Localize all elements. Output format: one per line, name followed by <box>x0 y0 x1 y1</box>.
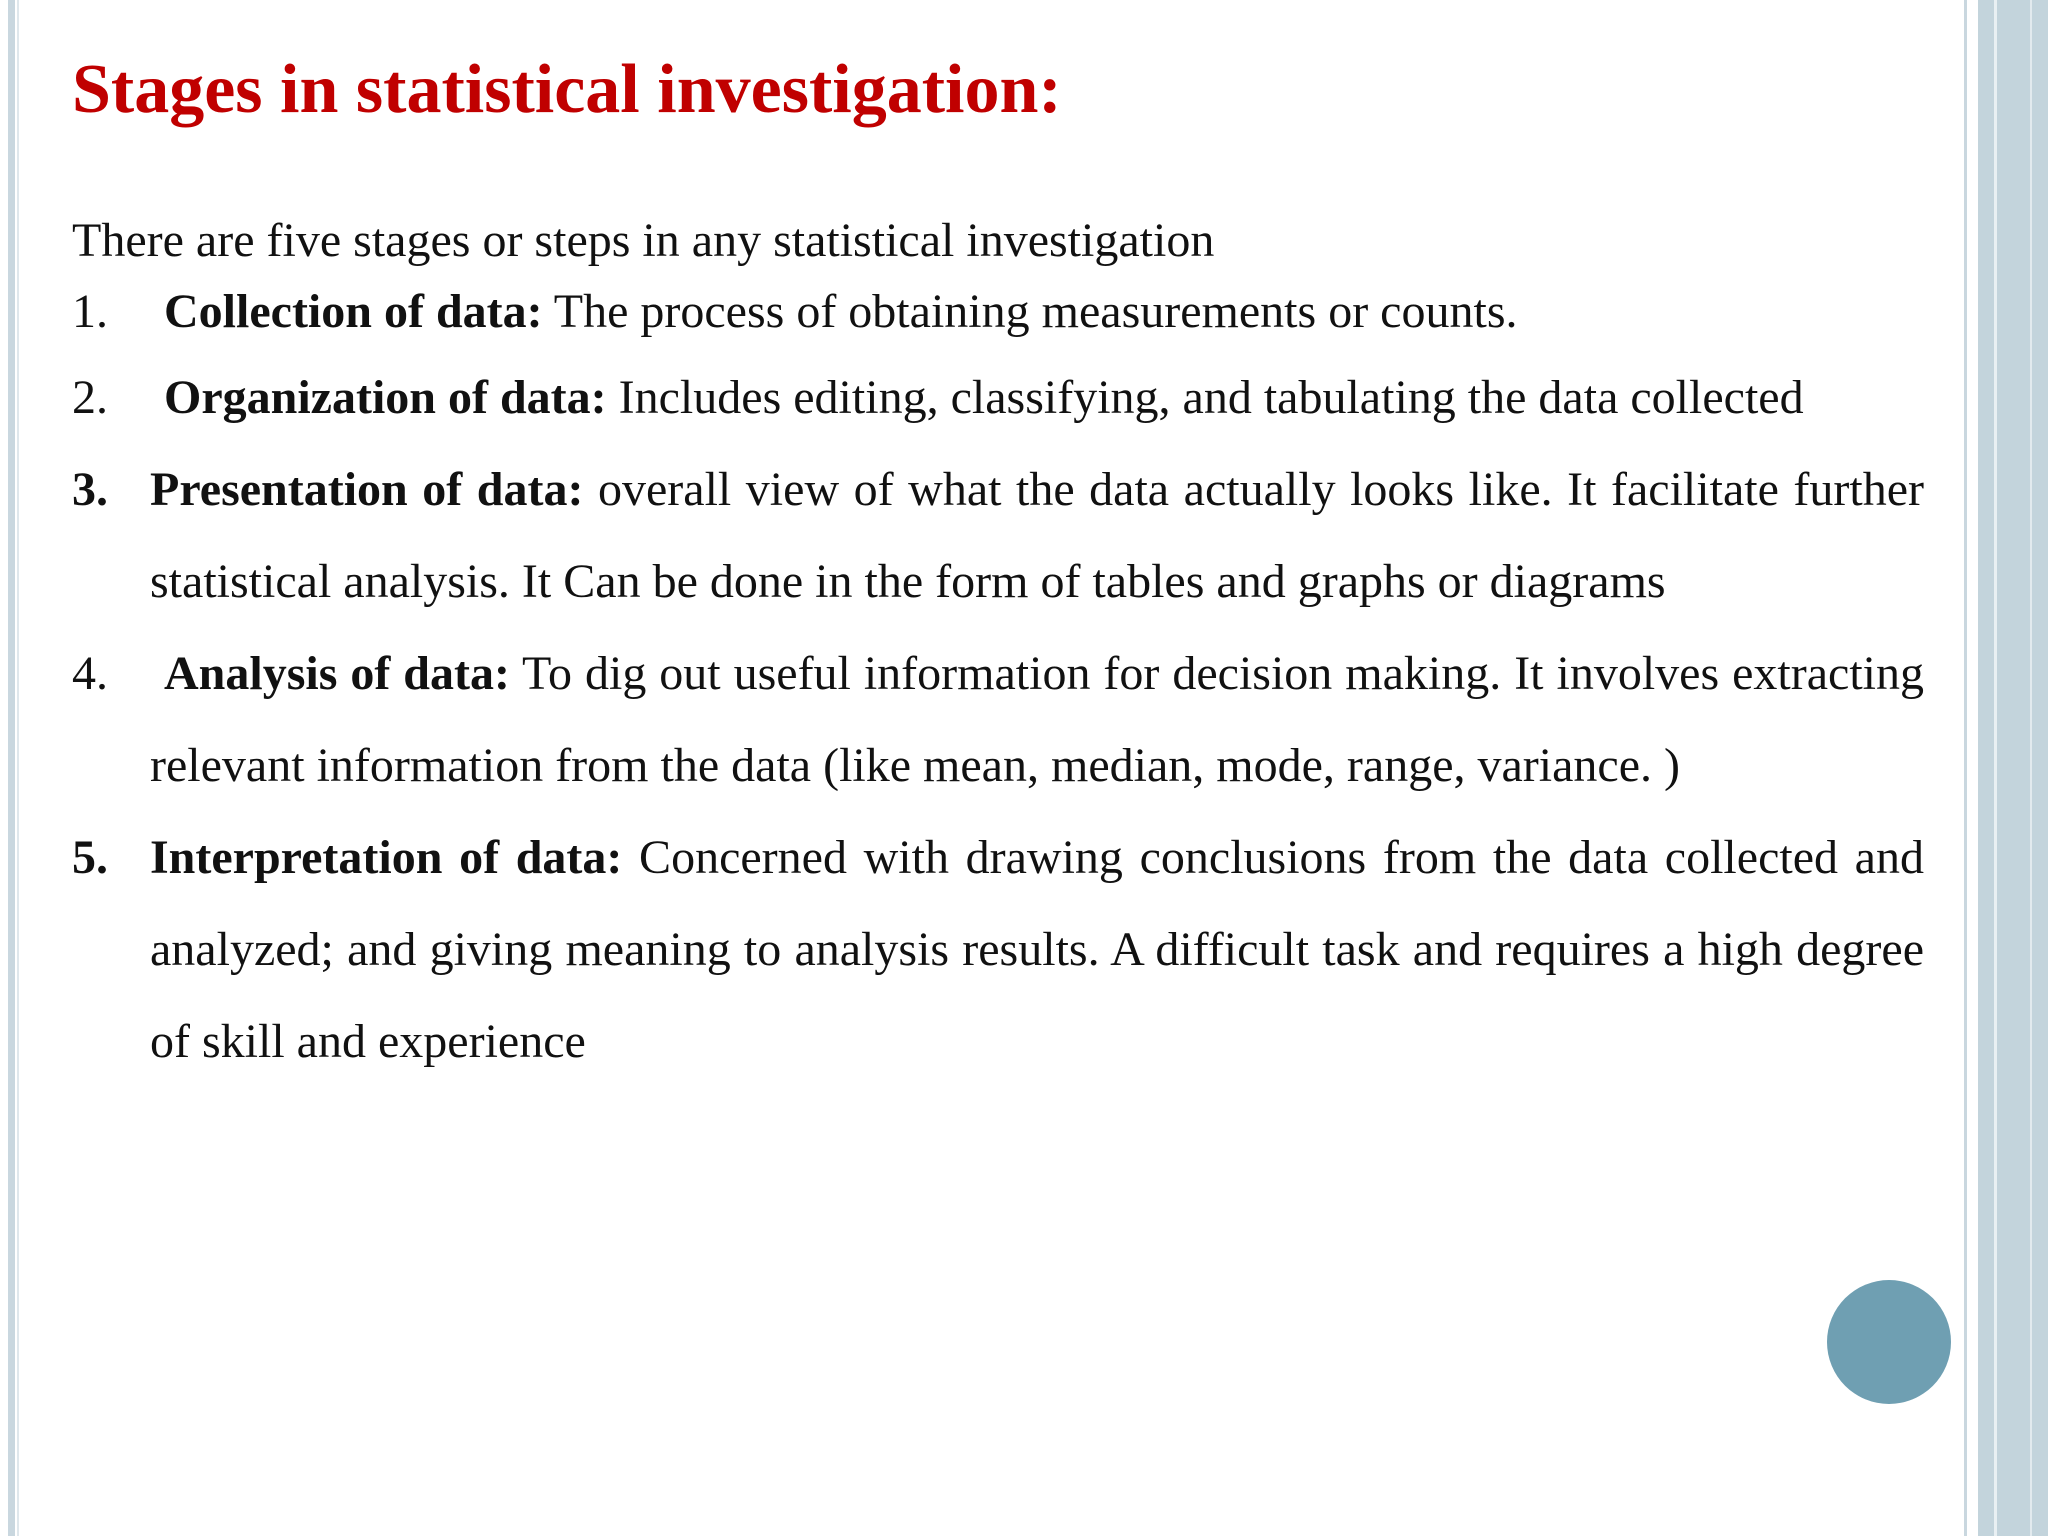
stage-number: 3. <box>72 463 108 516</box>
stage-number: 1. <box>72 285 108 338</box>
intro-text: There are five stages or steps in any statistical investigation <box>72 214 1215 267</box>
stage-number: 4. <box>72 647 108 700</box>
stage-item-5 <box>72 812 1924 1088</box>
stage-item-1 <box>72 272 1924 352</box>
stage-body <box>150 352 1924 444</box>
stage-body <box>150 812 1924 1088</box>
right-frame-band <box>1978 0 2048 1536</box>
stage-description: Includes editing, classifying, and tabulating the data collected <box>606 371 1804 424</box>
stage-body <box>150 444 1924 628</box>
stage-name: Analysis of data: <box>164 647 510 700</box>
stage-number: 5. <box>72 831 108 884</box>
stage-body <box>150 628 1924 812</box>
stage-item-2 <box>72 352 1924 444</box>
stage-number: 2. <box>72 371 108 424</box>
right-frame-band-line <box>1994 0 1997 1536</box>
stage-description: The process of obtaining measurements or counts. <box>542 285 1518 338</box>
decorative-circle <box>1827 1280 1951 1404</box>
stage-name: Presentation of data: <box>150 463 584 516</box>
stage-name: Organization of data: <box>164 371 607 424</box>
left-frame-rule-inner <box>17 0 19 1536</box>
slide-title: Stages in statistical investigation: <box>72 51 1062 128</box>
stage-body <box>150 272 1924 352</box>
stage-description: Concerned with drawing conclusions from the data collected and analyzed; and giving meaning to analysis results. A difficult task and requires a high degree of skill and experience <box>150 831 1924 1068</box>
right-frame-band-line-2 <box>2030 0 2032 1536</box>
stage-item-3 <box>72 444 1924 628</box>
stage-name: Interpretation of data: <box>150 831 623 884</box>
stage-description: To dig out useful information for decision making. It involves extracting relevant information from the data (like mean, median, mode, range, variance. ) <box>150 647 1925 792</box>
left-frame-rule <box>8 0 15 1536</box>
right-frame-rule <box>1964 0 1967 1536</box>
slide-content <box>72 210 1924 1088</box>
stage-name: Collection of data: <box>164 285 543 338</box>
stage-item-4 <box>72 628 1924 812</box>
stage-description: overall view of what the data actually looks like. It facilitate further statistical analysis. It Can be done in the form of tables and graphs or diagrams <box>150 463 1925 608</box>
